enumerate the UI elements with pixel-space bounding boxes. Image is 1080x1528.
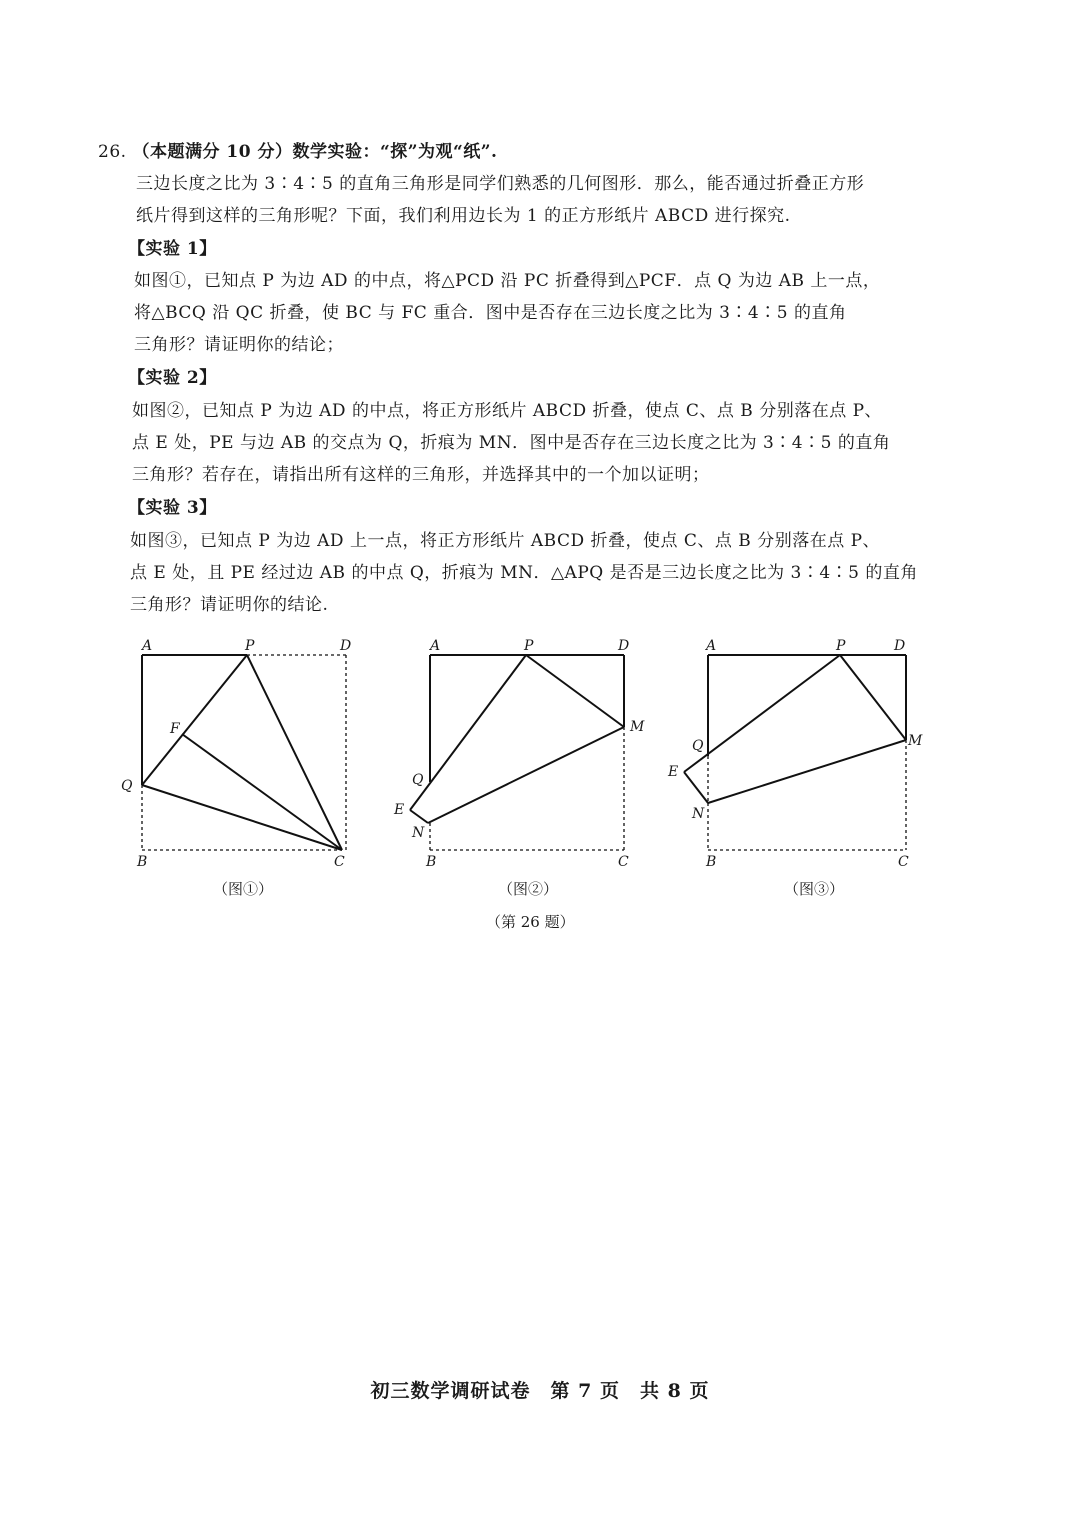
label-P: P <box>245 638 255 654</box>
experiment-2-line-3: 三角形？若存在，请指出所有这样的三角形，并选择其中的一个加以证明； <box>132 465 710 485</box>
edge-FC <box>182 734 342 850</box>
label-Q: Q <box>692 738 704 754</box>
experiment-1-line-3: 三角形？请证明你的结论； <box>134 335 344 355</box>
label-E: E <box>394 802 405 818</box>
edge-PM <box>526 655 624 727</box>
figure-3-diagram <box>660 630 930 880</box>
label-D: D <box>618 638 630 654</box>
question-header <box>98 140 497 164</box>
experiment-1-line-1: 如图①，已知点 P 为边 AD 的中点，将△PCD 沿 PC 折叠得到△PCF．点 Q 为边 AB 上一点， <box>134 271 881 291</box>
figure-group-caption: （第 26 题） <box>486 913 575 931</box>
label-N: N <box>412 825 425 841</box>
experiment-3-line-3: 三角形？请证明你的结论. <box>130 595 329 615</box>
figure-2-caption: （图②） <box>498 880 559 898</box>
label-C: C <box>334 854 345 870</box>
label-C: C <box>618 854 629 870</box>
figure-2-diagram <box>390 630 660 880</box>
experiment-2-title: 【实验 2】 <box>128 368 217 388</box>
label-A: A <box>706 638 717 654</box>
page-footer: 初三数学调研试卷 第 7 页 共 8 页 <box>370 1380 710 1402</box>
label-D: D <box>340 638 352 654</box>
edge-QC <box>142 785 342 850</box>
figure-1-diagram <box>110 630 370 880</box>
experiment-3-title: 【实验 3】 <box>128 498 217 518</box>
edge-PC <box>247 655 342 850</box>
label-N: N <box>692 806 705 822</box>
experiment-3-line-2: 点 E 处，且 PE 经过边 AB 的中点 Q，折痕为 MN．△APQ 是否是三边长度之比为 3∶4∶5 的直角 <box>130 563 918 583</box>
experiment-1-title: 【实验 1】 <box>128 239 217 259</box>
edge-EN <box>684 772 708 803</box>
edge-NM <box>708 740 906 803</box>
edge-NM <box>428 727 624 823</box>
label-A: A <box>430 638 441 654</box>
experiment-2-line-2: 点 E 处，PE 与边 AB 的交点为 Q，折痕为 MN．图中是否存在三边长度之比为 3∶4∶5 的直角 <box>132 433 891 453</box>
label-B: B <box>706 854 717 870</box>
edge-PE <box>410 655 526 810</box>
experiment-3-line-1: 如图③，已知点 P 为边 AD 上一点，将正方形纸片 ABCD 折叠，使点 C、点 B 分别落在点 P、 <box>130 531 881 551</box>
edge-EN <box>410 810 428 823</box>
edge-PQ <box>142 655 247 785</box>
figure-1-caption: （图①） <box>213 880 274 898</box>
label-M: M <box>630 719 645 735</box>
label-P: P <box>836 638 846 654</box>
label-M: M <box>908 733 923 749</box>
question-meta: （本题满分 10 分）数学实验：“探”为观“纸”. <box>132 142 498 162</box>
label-F: F <box>170 721 180 737</box>
label-D: D <box>894 638 906 654</box>
intro-line-1: 三边长度之比为 3∶4∶5 的直角三角形是同学们熟悉的几何图形．那么，能否通过折叠正方形 <box>136 174 865 194</box>
label-Q: Q <box>412 772 424 788</box>
label-C: C <box>898 854 909 870</box>
label-A: A <box>142 638 153 654</box>
label-E: E <box>668 764 679 780</box>
experiment-2-line-1: 如图②，已知点 P 为边 AD 的中点，将正方形纸片 ABCD 折叠，使点 C、点 B 分别落在点 P、 <box>132 401 883 421</box>
label-B: B <box>137 854 148 870</box>
edge-PM <box>840 655 906 740</box>
experiment-1-line-2: 将△BCQ 沿 QC 折叠，使 BC 与 FC 重合．图中是否存在三边长度之比为 3∶4∶5 的直角 <box>134 303 847 323</box>
question-number: 26. <box>98 142 127 162</box>
figure-3-caption: （图③） <box>784 880 845 898</box>
label-P: P <box>524 638 534 654</box>
intro-line-2: 纸片得到这样的三角形呢？下面，我们利用边长为 1 的正方形纸片 ABCD 进行探究. <box>136 206 791 226</box>
label-Q: Q <box>121 778 133 794</box>
label-B: B <box>426 854 437 870</box>
